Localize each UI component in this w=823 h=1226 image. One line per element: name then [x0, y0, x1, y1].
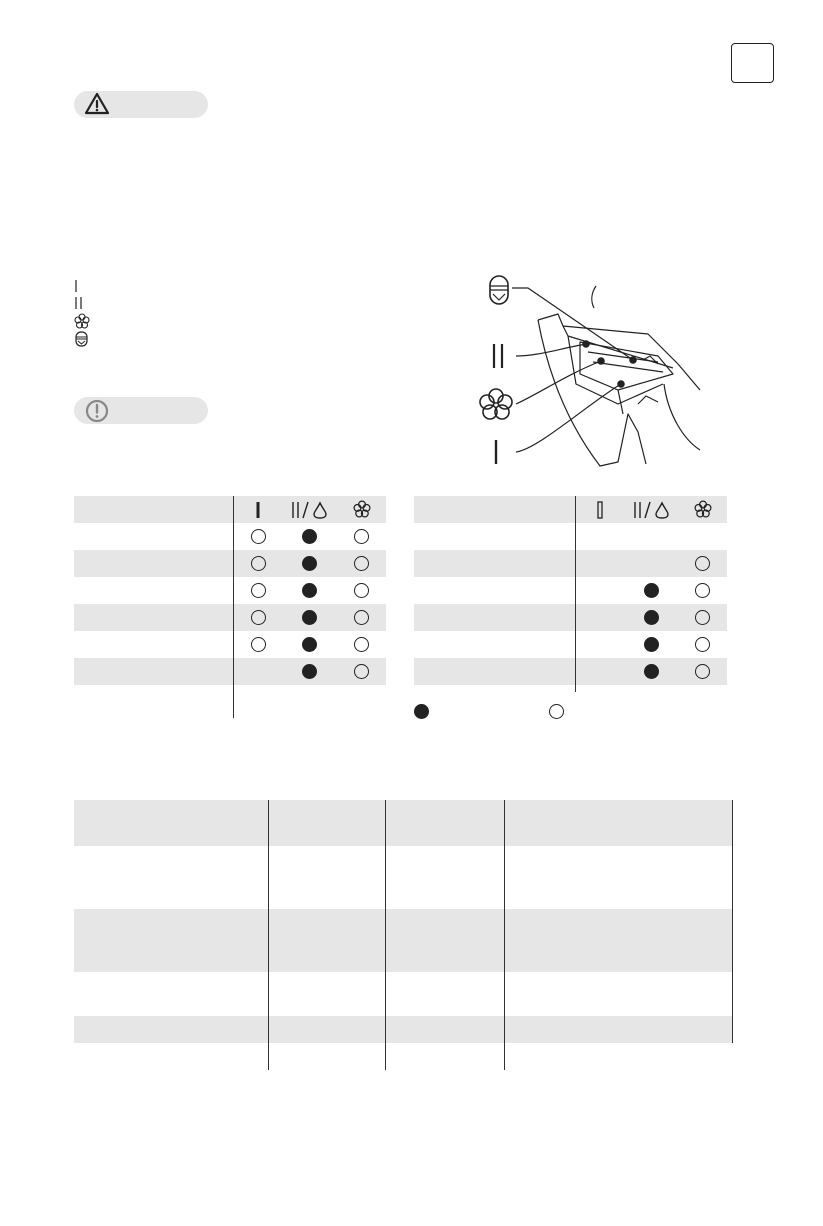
dose-dot-empty	[251, 529, 266, 544]
softener-flower-icon	[74, 313, 90, 329]
note-callout	[74, 397, 208, 424]
table-row	[74, 972, 733, 1016]
dose-dot-full	[302, 637, 317, 652]
dose-dot-empty	[695, 583, 710, 598]
table-row	[74, 658, 386, 685]
dose-dot-empty	[695, 664, 710, 679]
warning-triangle-icon	[84, 92, 110, 116]
dose-dot-empty	[354, 556, 369, 571]
dose-dot-empty	[354, 610, 369, 625]
table-row	[74, 604, 386, 631]
dose-dot-empty	[251, 610, 266, 625]
column-divider	[504, 800, 505, 1070]
table-row	[414, 523, 727, 550]
table-header-row	[414, 496, 727, 523]
column-divider	[233, 496, 234, 718]
language-tab	[731, 43, 774, 83]
warning-callout	[74, 91, 208, 118]
table-row	[414, 550, 727, 577]
table-row	[414, 631, 727, 658]
liquid-detergent-insert-icon	[490, 276, 508, 304]
compartment-ii-liquid-icon	[632, 500, 672, 520]
dose-dot-full	[644, 583, 659, 598]
dose-dot-empty	[695, 556, 710, 571]
dose-dot-empty	[695, 610, 710, 625]
column-divider	[268, 800, 269, 1070]
exclamation-circle-icon	[84, 398, 110, 424]
softener-flower-icon	[480, 389, 512, 419]
table-row	[74, 846, 733, 909]
dose-dot-empty	[251, 637, 266, 652]
table-row	[74, 909, 733, 972]
dose-dot-empty	[354, 664, 369, 679]
compartment-ii-icon	[74, 295, 90, 311]
column-divider	[385, 800, 386, 1070]
dose-dot-full	[644, 664, 659, 679]
compartment-i-icon	[74, 279, 90, 295]
dosing-table-right	[414, 496, 727, 692]
dose-dot-full	[644, 637, 659, 652]
column-divider	[732, 800, 733, 1043]
dose-dot-full	[302, 664, 317, 679]
detergent-drawer-illustration	[468, 264, 708, 476]
table-row	[74, 631, 386, 658]
liquid-detergent-insert-icon	[74, 331, 90, 347]
dose-dot-empty	[354, 529, 369, 544]
dose-dot-empty	[354, 583, 369, 598]
softener-flower-icon	[694, 500, 712, 518]
key-full-dot	[414, 704, 429, 719]
dose-dot-empty	[695, 637, 710, 652]
dose-dot-full	[302, 529, 317, 544]
table-row	[74, 550, 386, 577]
dose-dot-full	[644, 610, 659, 625]
compartment-i-outline-icon	[595, 500, 605, 520]
dose-dot-full	[302, 610, 317, 625]
compartment-ii-liquid-icon	[290, 500, 330, 520]
table-header-row	[74, 800, 733, 846]
key-empty-dot	[549, 704, 564, 719]
softener-flower-icon	[353, 500, 371, 518]
dose-dot-empty	[251, 556, 266, 571]
dose-dot-full	[302, 583, 317, 598]
table-header-row	[74, 496, 386, 523]
table-row	[74, 1016, 733, 1043]
dosing-table-left	[74, 496, 386, 718]
dose-dot-full	[302, 556, 317, 571]
compartment-i-icon	[253, 500, 263, 520]
compartment-ii-icon	[494, 344, 502, 368]
dose-dot-empty	[251, 583, 266, 598]
table-row	[414, 658, 727, 685]
column-divider	[575, 496, 576, 692]
table-row	[74, 1043, 733, 1070]
table-row	[414, 577, 727, 604]
table-row	[414, 604, 727, 631]
dose-dot-empty	[354, 637, 369, 652]
table-row	[74, 577, 386, 604]
table-row	[74, 523, 386, 550]
